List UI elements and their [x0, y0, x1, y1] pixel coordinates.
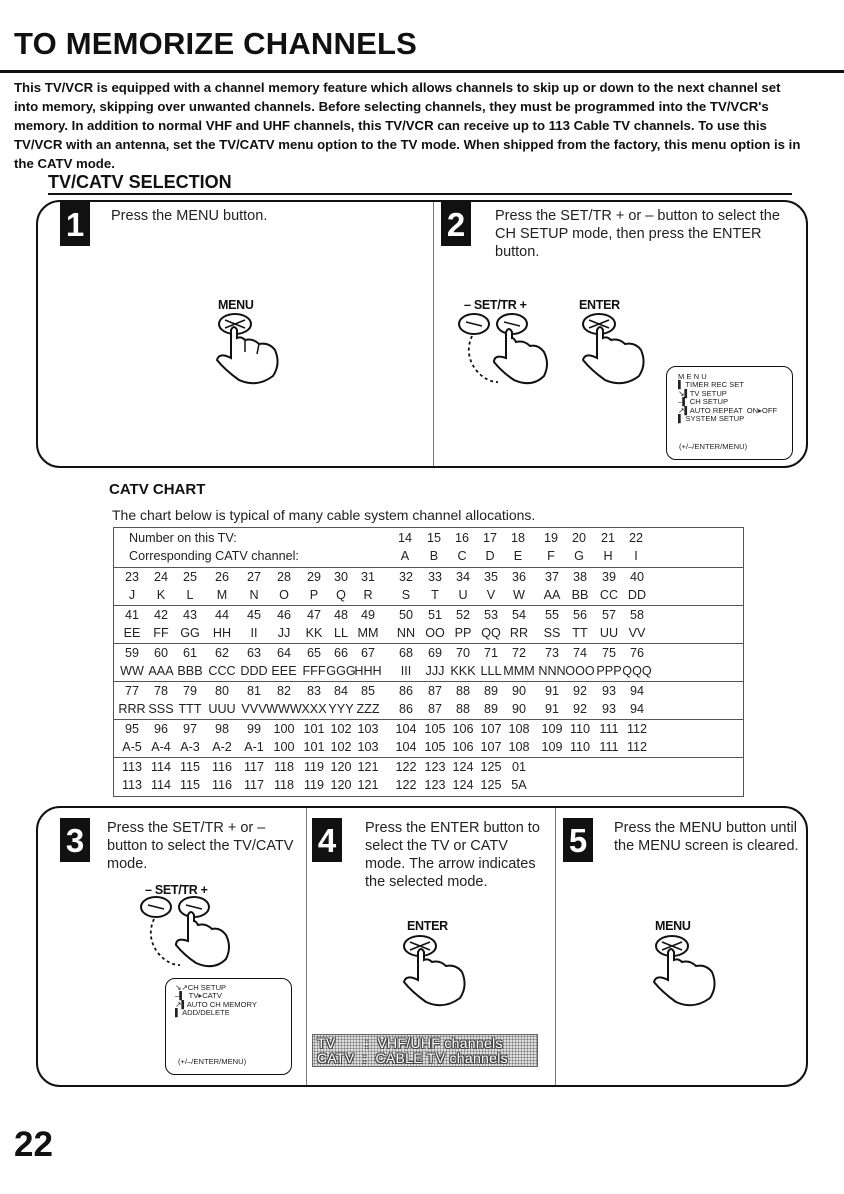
tv-number-cell: 49: [360, 608, 376, 622]
catv-channel-cell: JJJ: [425, 664, 445, 678]
catv-channel-cell: A-1: [244, 740, 264, 754]
header-catv-cell: D: [485, 549, 495, 563]
tv-number-cell: 63: [246, 646, 262, 660]
tv-number-cell: 100: [273, 722, 295, 736]
catv-channel-cell: PPP: [596, 664, 622, 678]
step-2-settr-label: – SET/TR +: [464, 298, 527, 312]
catv-channel-cell: 124: [452, 778, 474, 792]
tv-number-cell: 115: [179, 760, 201, 774]
catv-channel-cell: AAA: [148, 664, 174, 678]
tv-number-cell: 68: [398, 646, 414, 660]
tv-number-cell: 86: [398, 684, 414, 698]
ch-setup-screen: [165, 978, 292, 1075]
tv-number-cell: 76: [629, 646, 645, 660]
catv-channel-cell: 115: [179, 778, 201, 792]
tv-number-cell: 87: [427, 684, 443, 698]
catv-channel-cell: R: [363, 588, 373, 602]
catv-channel-cell: 119: [303, 778, 325, 792]
catv-channel-cell: 90: [511, 702, 527, 716]
ch-setup-screen-items: ↘↗CH SETUP –▌ TV▸CATV ↗▌AUTO CH MEMORY ▌ ADD/DELETE: [175, 983, 257, 1018]
catv-channel-cell: OO: [425, 626, 445, 640]
step-2-enter-label: ENTER: [579, 298, 620, 312]
step-1-menu-label: MENU: [218, 298, 254, 312]
step-3-settr-label: – SET/TR +: [145, 883, 208, 897]
tv-number-cell: 77: [124, 684, 140, 698]
ch-setup-screen-footer: (+/–/ENTER/MENU): [178, 1057, 247, 1066]
tv-number-cell: 110: [569, 722, 591, 736]
tv-number-cell: 94: [629, 684, 645, 698]
header-tv-cell: 14: [397, 531, 413, 545]
catv-channel-cell: FF: [153, 626, 169, 640]
tv-number-cell: 51: [427, 608, 443, 622]
catv-channel-cell: OOO: [565, 664, 595, 678]
catv-channel-cell: WWW: [266, 702, 302, 716]
hand-press-settr-icon: [446, 310, 556, 395]
panel-divider: [555, 808, 556, 1085]
catv-channel-cell: 113: [121, 778, 143, 792]
tv-number-cell: 67: [360, 646, 376, 660]
catv-channel-cell: 94: [629, 702, 645, 716]
tv-number-cell: 31: [360, 570, 376, 584]
catv-channel-cell: MMM: [503, 664, 535, 678]
catv-channel-cell: DD: [627, 588, 647, 602]
catv-channel-cell: DDD: [240, 664, 268, 678]
catv-mode-line: CATV : CABLE TV channels: [317, 1050, 508, 1066]
catv-channel-cell: L: [186, 588, 194, 602]
tv-number-cell: 116: [211, 760, 233, 774]
tv-number-cell: 101: [303, 722, 325, 736]
catv-channel-cell: 88: [455, 702, 471, 716]
tv-number-cell: 25: [182, 570, 198, 584]
panel-divider: [306, 808, 307, 1085]
catv-channel-cell: KK: [305, 626, 323, 640]
tv-number-cell: 80: [214, 684, 230, 698]
catv-channel-cell: SS: [543, 626, 561, 640]
tv-number-cell: 97: [182, 722, 198, 736]
header-tv-cell: 21: [600, 531, 616, 545]
tv-number-cell: 37: [544, 570, 560, 584]
catv-channel-cell: 111: [599, 740, 619, 754]
tv-number-cell: 99: [246, 722, 262, 736]
tv-number-cell: 124: [452, 760, 474, 774]
tv-number-cell: 78: [153, 684, 169, 698]
catv-channel-cell: RRR: [118, 702, 146, 716]
catv-channel-cell: RR: [509, 626, 529, 640]
tv-number-cell: 24: [153, 570, 169, 584]
tv-number-cell: 28: [276, 570, 292, 584]
catv-channel-cell: 102: [330, 740, 352, 754]
catv-channel-cell: BB: [571, 588, 589, 602]
tv-number-cell: 61: [182, 646, 198, 660]
menu-screen-items: M E N U ▌ TIMER REC SET ↘▌TV SETUP –▌ CH SETUP ↗▌AUTO REPEAT ON▸OFF ▌ SYSTEM SETUP: [678, 372, 778, 424]
step-3-text: Press the SET/TR + or – button to select the TV/CATV mode.: [107, 820, 294, 872]
catv-channel-cell: MM: [357, 626, 379, 640]
tv-number-cell: 88: [455, 684, 471, 698]
catv-channel-cell: HHH: [354, 664, 382, 678]
tv-number-cell: 118: [273, 760, 295, 774]
tv-number-cell: 36: [511, 570, 527, 584]
catv-channel-cell: O: [279, 588, 289, 602]
chart-row-group: [114, 644, 743, 682]
catv-channel-cell: A-5: [122, 740, 142, 754]
tv-number-cell: 106: [452, 722, 474, 736]
tv-number-cell: 85: [360, 684, 376, 698]
tv-number-cell: 50: [398, 608, 414, 622]
hand-press-menu-icon: [195, 310, 295, 390]
catv-channel-cell: 110: [569, 740, 591, 754]
tv-catv-mode-banner: [312, 1034, 538, 1067]
tv-number-cell: 113: [121, 760, 143, 774]
tv-number-cell: 81: [246, 684, 262, 698]
catv-channel-cell: GGG: [326, 664, 356, 678]
catv-channel-cell: V: [486, 588, 496, 602]
catv-channel-cell: Q: [336, 588, 346, 602]
catv-channel-cell: CC: [599, 588, 619, 602]
tv-number-cell: 01: [511, 760, 527, 774]
panel-divider: [433, 202, 434, 466]
tv-number-cell: 74: [572, 646, 588, 660]
tv-number-cell: 29: [306, 570, 322, 584]
tv-number-cell: 42: [153, 608, 169, 622]
catv-channel-cell: M: [216, 588, 228, 602]
catv-channel-cell: LL: [333, 626, 349, 640]
step-2-badge: 2: [441, 202, 471, 246]
chart-row-group: [114, 682, 743, 720]
title-rule: [0, 70, 844, 73]
step-1-badge: 1: [60, 202, 90, 246]
tv-number-cell: 64: [276, 646, 292, 660]
catv-channel-cell: A-2: [212, 740, 232, 754]
catv-channel-cell: YYY: [328, 702, 354, 716]
catv-channel-cell: XXX: [301, 702, 327, 716]
tv-number-cell: 58: [629, 608, 645, 622]
tv-number-cell: 123: [424, 760, 446, 774]
tv-number-cell: 35: [483, 570, 499, 584]
tv-number-cell: 122: [395, 760, 417, 774]
catv-channel-cell: NNN: [538, 664, 566, 678]
tv-number-cell: 23: [124, 570, 140, 584]
catv-channel-cell: S: [401, 588, 411, 602]
catv-channel-cell: 92: [572, 702, 588, 716]
tv-number-cell: 41: [124, 608, 140, 622]
catv-channel-cell: GG: [180, 626, 200, 640]
header-tv-cell: 15: [426, 531, 442, 545]
tv-number-cell: 109: [541, 722, 563, 736]
catv-channel-cell: JJ: [277, 626, 291, 640]
catv-channel-cell: 103: [357, 740, 379, 754]
catv-channel-cell: U: [458, 588, 468, 602]
tv-number-cell: 71: [483, 646, 499, 660]
section-heading: TV/CATV SELECTION: [48, 172, 232, 192]
menu-screen-footer: (+/–/ENTER/MENU): [679, 442, 748, 451]
tv-number-cell: 107: [480, 722, 502, 736]
catv-channel-cell: II: [250, 626, 258, 640]
catv-channel-cell: CCC: [208, 664, 236, 678]
catv-channel-cell: 118: [273, 778, 295, 792]
tv-number-cell: 117: [243, 760, 265, 774]
catv-channel-cell: 120: [330, 778, 352, 792]
section-rule: [48, 193, 792, 195]
step-5-menu-label: MENU: [655, 919, 691, 933]
header-tv-cell: 20: [571, 531, 587, 545]
header-tv-cell: 19: [543, 531, 559, 545]
catv-channel-cell: KKK: [450, 664, 476, 678]
header-tv-label: Number on this TV:: [129, 531, 237, 545]
catv-channel-cell: QQQ: [622, 664, 652, 678]
catv-channel-cell: 125: [480, 778, 502, 792]
hand-press-menu-icon: [632, 932, 732, 1012]
catv-channel-cell: 86: [398, 702, 414, 716]
chart-row-group: [114, 758, 743, 796]
header-catv-label: Corresponding CATV channel:: [129, 549, 299, 563]
catv-channel-cell: HH: [212, 626, 232, 640]
header-tv-cell: 17: [482, 531, 498, 545]
catv-channel-cell: FFF: [302, 664, 326, 678]
tv-number-cell: 65: [306, 646, 322, 660]
hand-press-enter-icon: [384, 932, 474, 1012]
tv-number-cell: 82: [276, 684, 292, 698]
tv-number-cell: 84: [333, 684, 349, 698]
catv-channel-cell: 100: [273, 740, 295, 754]
tv-number-cell: 30: [333, 570, 349, 584]
catv-channel-cell: A-3: [180, 740, 200, 754]
tv-number-cell: 111: [599, 722, 619, 736]
catv-channel-cell: T: [431, 588, 439, 602]
tv-number-cell: 38: [572, 570, 588, 584]
tv-number-cell: 39: [601, 570, 617, 584]
catv-channel-cell: 89: [483, 702, 499, 716]
catv-chart-header: [114, 528, 743, 568]
tv-number-cell: 121: [357, 760, 379, 774]
tv-number-cell: 45: [246, 608, 262, 622]
tv-number-cell: 27: [246, 570, 262, 584]
tv-number-cell: 93: [601, 684, 617, 698]
tv-number-cell: 120: [330, 760, 352, 774]
catv-channel-cell: 107: [480, 740, 502, 754]
tv-number-cell: 48: [333, 608, 349, 622]
catv-channel-cell: 5A: [511, 778, 527, 792]
catv-channel-cell: 116: [211, 778, 233, 792]
header-catv-cell: I: [634, 549, 638, 563]
catv-channel-cell: PP: [454, 626, 472, 640]
catv-channel-cell: EE: [123, 626, 141, 640]
header-tv-cell: 22: [628, 531, 644, 545]
tv-number-cell: 105: [424, 722, 446, 736]
catv-channel-cell: 101: [303, 740, 325, 754]
catv-channel-cell: 121: [357, 778, 379, 792]
catv-channel-cell: 91: [544, 702, 560, 716]
tv-number-cell: 26: [214, 570, 230, 584]
header-tv-cell: 16: [454, 531, 470, 545]
catv-channel-cell: VVV: [241, 702, 267, 716]
catv-channel-cell: LLL: [480, 664, 502, 678]
tv-number-cell: 47: [306, 608, 322, 622]
tv-mode-line: TV : VHF/UHF channels: [317, 1035, 503, 1051]
tv-number-cell: 72: [511, 646, 527, 660]
tv-number-cell: 52: [455, 608, 471, 622]
catv-channel-cell: SSS: [148, 702, 174, 716]
catv-channel-cell: 112: [626, 740, 648, 754]
catv-channel-cell: QQ: [481, 626, 501, 640]
header-catv-cell: F: [547, 549, 555, 563]
catv-channel-cell: WW: [120, 664, 144, 678]
tv-number-cell: 104: [395, 722, 417, 736]
tv-number-cell: 102: [330, 722, 352, 736]
catv-channel-cell: N: [249, 588, 259, 602]
catv-channel-cell: 117: [243, 778, 265, 792]
tv-number-cell: 55: [544, 608, 560, 622]
tv-number-cell: 95: [124, 722, 140, 736]
catv-channel-cell: 106: [452, 740, 474, 754]
page-number: 22: [14, 1125, 53, 1164]
catv-channel-cell: 105: [424, 740, 446, 754]
catv-channel-cell: VV: [628, 626, 646, 640]
step-4-badge: 4: [312, 818, 342, 862]
tv-number-cell: 108: [508, 722, 530, 736]
step-1-text: Press the MENU button.: [111, 208, 268, 224]
tv-number-cell: 119: [303, 760, 325, 774]
chart-row-group: [114, 720, 743, 758]
catv-chart-table: [113, 527, 744, 797]
catv-channel-cell: 87: [427, 702, 443, 716]
step-4-enter-label: ENTER: [407, 919, 448, 933]
tv-number-cell: 70: [455, 646, 471, 660]
tv-number-cell: 44: [214, 608, 230, 622]
tv-number-cell: 112: [626, 722, 648, 736]
catv-channel-cell: W: [513, 588, 525, 602]
catv-chart-heading: CATV CHART: [109, 481, 206, 498]
tv-number-cell: 125: [480, 760, 502, 774]
hand-press-enter-icon: [575, 310, 665, 390]
step-2-text: Press the SET/TR + or – button to select the CH SETUP mode, then press the ENTER button.: [495, 208, 780, 260]
catv-channel-cell: 123: [424, 778, 446, 792]
tv-number-cell: 66: [333, 646, 349, 660]
tv-number-cell: 33: [427, 570, 443, 584]
hand-press-settr-icon: [128, 893, 238, 978]
tv-number-cell: 92: [572, 684, 588, 698]
catv-channel-cell: K: [156, 588, 166, 602]
catv-channel-cell: 109: [541, 740, 563, 754]
tv-number-cell: 32: [398, 570, 414, 584]
catv-channel-cell: III: [400, 664, 412, 678]
tv-number-cell: 98: [214, 722, 230, 736]
tv-number-cell: 83: [306, 684, 322, 698]
catv-channel-cell: EEE: [271, 664, 297, 678]
header-catv-cell: A: [400, 549, 410, 563]
step-4-text: Press the ENTER button to select the TV or CATV mode. The arrow indicates the selected mode.: [365, 820, 540, 890]
chart-row-group: [114, 568, 743, 606]
tv-number-cell: 57: [601, 608, 617, 622]
tv-number-cell: 90: [511, 684, 527, 698]
header-catv-cell: G: [574, 549, 584, 563]
catv-channel-cell: 93: [601, 702, 617, 716]
catv-channel-cell: 108: [508, 740, 530, 754]
tv-number-cell: 96: [153, 722, 169, 736]
tv-number-cell: 34: [455, 570, 471, 584]
header-tv-cell: 18: [510, 531, 526, 545]
catv-channel-cell: A-4: [151, 740, 171, 754]
catv-channel-cell: UU: [599, 626, 619, 640]
catv-channel-cell: BBB: [177, 664, 203, 678]
tv-number-cell: 60: [153, 646, 169, 660]
catv-chart-description: The chart below is typical of many cable system channel allocations.: [112, 507, 536, 523]
catv-channel-cell: ZZZ: [356, 702, 380, 716]
tv-number-cell: 114: [150, 760, 172, 774]
intro-paragraph: This TV/VCR is equipped with a channel memory feature which allows channels to skip up or down to the next channel set into memory, skipping over unwanted channels. Before selecting channels, they must be programmed into the TV/VCR's memory. In addition to normal VHF and UHF channels, this TV/VCR can receive up to 113 Cable TV channels. To use this TV/VCR with an antenna, set the TV/CATV menu option to the TV mode. When shipped from the factory, this menu option is in the CATV mode.: [14, 80, 801, 171]
tv-number-cell: 43: [182, 608, 198, 622]
tv-number-cell: 54: [511, 608, 527, 622]
tv-number-cell: 40: [629, 570, 645, 584]
tv-number-cell: 89: [483, 684, 499, 698]
catv-channel-cell: TT: [572, 626, 588, 640]
catv-channel-cell: 104: [395, 740, 417, 754]
catv-channel-cell: AA: [543, 588, 561, 602]
tv-number-cell: 59: [124, 646, 140, 660]
page-title: TO MEMORIZE CHANNELS: [14, 26, 417, 61]
catv-channel-cell: J: [128, 588, 136, 602]
tv-number-cell: 73: [544, 646, 560, 660]
catv-channel-cell: NN: [396, 626, 416, 640]
tv-number-cell: 91: [544, 684, 560, 698]
step-5-text: Press the MENU button until the MENU screen is cleared.: [614, 820, 799, 854]
header-catv-cell: B: [429, 549, 439, 563]
step-3-badge: 3: [60, 818, 90, 862]
catv-channel-cell: 114: [150, 778, 172, 792]
tv-number-cell: 103: [357, 722, 379, 736]
menu-screen: [666, 366, 793, 460]
catv-channel-cell: UUU: [208, 702, 236, 716]
tv-number-cell: 62: [214, 646, 230, 660]
chart-row-group: [114, 606, 743, 644]
tv-number-cell: 79: [182, 684, 198, 698]
catv-channel-cell: P: [309, 588, 319, 602]
tv-number-cell: 46: [276, 608, 292, 622]
header-catv-cell: C: [457, 549, 467, 563]
header-catv-cell: E: [513, 549, 523, 563]
catv-channel-cell: TTT: [178, 702, 202, 716]
tv-number-cell: 69: [427, 646, 443, 660]
step-5-badge: 5: [563, 818, 593, 862]
catv-channel-cell: 122: [395, 778, 417, 792]
tv-number-cell: 56: [572, 608, 588, 622]
header-catv-cell: H: [603, 549, 613, 563]
tv-number-cell: 75: [601, 646, 617, 660]
tv-number-cell: 53: [483, 608, 499, 622]
